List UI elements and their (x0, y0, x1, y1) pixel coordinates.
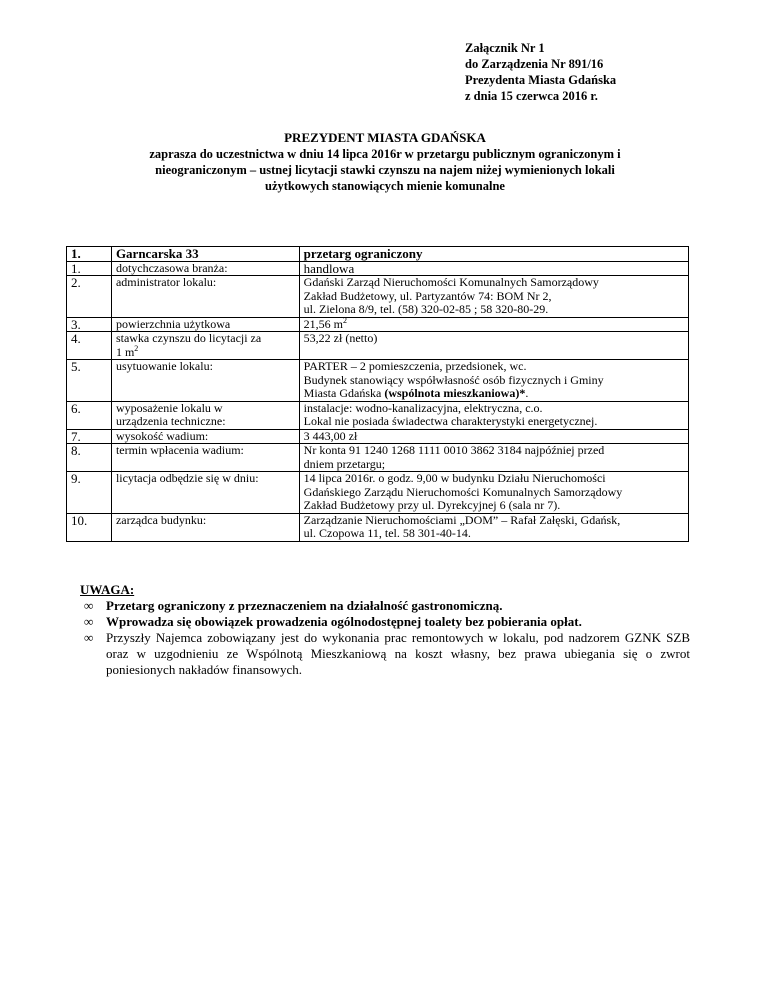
value-line: dniem przetargu; (303, 456, 386, 471)
row-value (299, 276, 688, 318)
warning-list (80, 598, 690, 678)
row-label: licytacja odbędzie się w dniu: (111, 472, 299, 514)
row-number: 10. (67, 513, 112, 541)
heading-title: PREZYDENT MIASTA GDAŃSKA (284, 130, 486, 145)
value-text: Miasta Gdańska (303, 386, 385, 400)
value-bold-text: (wspólnota mieszkaniowa)* (384, 386, 526, 400)
row-number: 5. (67, 360, 112, 402)
row-label: wysokość wadium: (111, 429, 299, 444)
label-line: stawka czynszu do licytacji za (115, 331, 262, 345)
value-line: Zarządzanie Nieruchomościami „DOM” – Rafał Załęski, Gdańsk, (303, 512, 621, 527)
heading-line: nieograniczonym – ustnej licytacji stawki czynszu na najem niżej wymienionych lokali (155, 163, 615, 177)
area-unit-exponent: 2 (343, 315, 348, 325)
tender-type: przetarg ograniczony (299, 247, 688, 262)
label-line: urządzenia techniczne: (115, 414, 226, 428)
property-address: Garncarska 33 (111, 247, 299, 262)
label-unit-exponent: 2 (134, 343, 139, 353)
attachment-note (465, 40, 616, 104)
heading-line: użytkowych stanowiących mienie komunalne (265, 179, 505, 193)
row-number: 2. (67, 276, 112, 318)
property-table (66, 246, 689, 542)
row-value (299, 472, 688, 514)
heading-line: zaprasza do uczestnictwa w dniu 14 lipca 2016r w przetargu publicznym ograniczonym i (149, 147, 621, 161)
row-label: administrator lokalu: (111, 276, 299, 318)
table-row (67, 472, 689, 514)
row-number: 3. (67, 317, 112, 332)
table-row (67, 401, 689, 429)
value-line: Gdański Zarząd Nieruchomości Komunalnych Samorządowy (303, 275, 599, 289)
value-line: Nr konta 91 1240 1268 1111 0010 3862 3184 najpóźniej przed (303, 443, 605, 457)
row-label: termin wpłacenia wadium: (111, 444, 299, 472)
list-item (80, 614, 690, 630)
value-line: ul. Zielona 8/9, tel. (58) 320-02-85 ; 58 320-80-29. (303, 302, 549, 316)
infinity-bullet-icon: ∞ (84, 598, 94, 613)
value-line: instalacje: wodno-kanalizacyjna, elektryczna, c.o. (303, 400, 543, 415)
table-row (67, 429, 689, 444)
infinity-bullet-icon: ∞ (84, 630, 94, 645)
value-line: Zakład Budżetowy, ul. Partyzantów 74: BOM Nr 2, (303, 288, 552, 303)
table-row (67, 513, 689, 541)
table-row (67, 276, 689, 318)
value-line: PARTER – 2 pomieszczenia, przedsionek, wc. (303, 359, 527, 373)
value-line (304, 387, 684, 401)
row-number: 8. (67, 444, 112, 472)
label-unit: 1 m (115, 344, 135, 359)
attachment-line: Załącznik Nr 1 (465, 41, 545, 55)
table-row (67, 332, 689, 360)
list-item (80, 630, 690, 678)
row-value (299, 513, 688, 541)
notice-heading (100, 130, 670, 194)
infinity-bullet-icon: ∞ (84, 614, 94, 629)
row-number: 9. (67, 472, 112, 514)
value-line: ul. Czopowa 11, tel. 58 301-40-14. (303, 526, 471, 540)
list-item-text: Przetarg ograniczony z przeznaczeniem na działalność gastronomiczną. (106, 598, 503, 613)
value-line: Zakład Budżetowy przy ul. Dyrekcyjnej 6 (sala nr 7). (303, 498, 561, 512)
row-number: 6. (67, 401, 112, 429)
value-line: Budynek stanowiący współwłasność osób fizycznych i Gminy (303, 372, 604, 387)
area-value: 21,56 m (303, 316, 344, 331)
row-value: 3 443,00 zł (299, 429, 688, 444)
row-label: zarządca budynku: (111, 513, 299, 541)
row-value (299, 444, 688, 472)
table-header-row (67, 247, 689, 262)
warning-title: UWAGA: (80, 582, 135, 597)
row-value: 53,22 zł (netto) (299, 332, 688, 360)
row-value (299, 360, 688, 402)
list-item-text: Wprowadza się obowiązek prowadzenia ogólnodostępnej toalety bez pobierania opłat. (106, 614, 582, 629)
label-line: wyposażenie lokalu w (115, 400, 223, 415)
attachment-line: Prezydenta Miasta Gdańska (465, 73, 617, 87)
table-row (67, 317, 689, 332)
label-line (115, 343, 295, 360)
row-number: 1. (67, 261, 112, 276)
attachment-line: z dnia 15 czerwca 2016 r. (465, 89, 598, 103)
row-label: usytuowanie lokalu: (111, 360, 299, 402)
table-row (67, 444, 689, 472)
row-number: 4. (67, 332, 112, 360)
header-number: 1. (67, 247, 112, 262)
row-label (111, 332, 299, 360)
attachment-line: do Zarządzenia Nr 891/16 (465, 57, 604, 71)
value-line: Lokal nie posiada świadectwa charakterystyki energetycznej. (303, 414, 598, 428)
row-number: 7. (67, 429, 112, 444)
row-label (111, 401, 299, 429)
list-item (80, 598, 690, 614)
value-line: Gdańskiego Zarządu Nieruchomości Komunalnych Samorządowy (303, 484, 623, 499)
value-line: 14 lipca 2016r. o godz. 9,00 w budynku Działu Nieruchomości (303, 471, 606, 485)
row-value (299, 317, 688, 332)
table-row (67, 261, 689, 276)
row-label: dotychczasowa branża: (111, 261, 299, 276)
warning-section (80, 582, 690, 678)
value-end: . (525, 386, 529, 400)
list-item-text: Przyszły Najemca zobowiązany jest do wykonania prac remontowych w lokalu, pod nadzorem GZNK SZB oraz w uzgodnieniu ze Wspólnotą Mieszkaniową na koszt własny, bez prawa ubiegania się o zwrot poniesionych nakładów finansowych. (106, 630, 690, 677)
row-value: handlowa (299, 261, 688, 276)
row-label: powierzchnia użytkowa (111, 317, 299, 332)
table-row (67, 360, 689, 402)
row-value (299, 401, 688, 429)
